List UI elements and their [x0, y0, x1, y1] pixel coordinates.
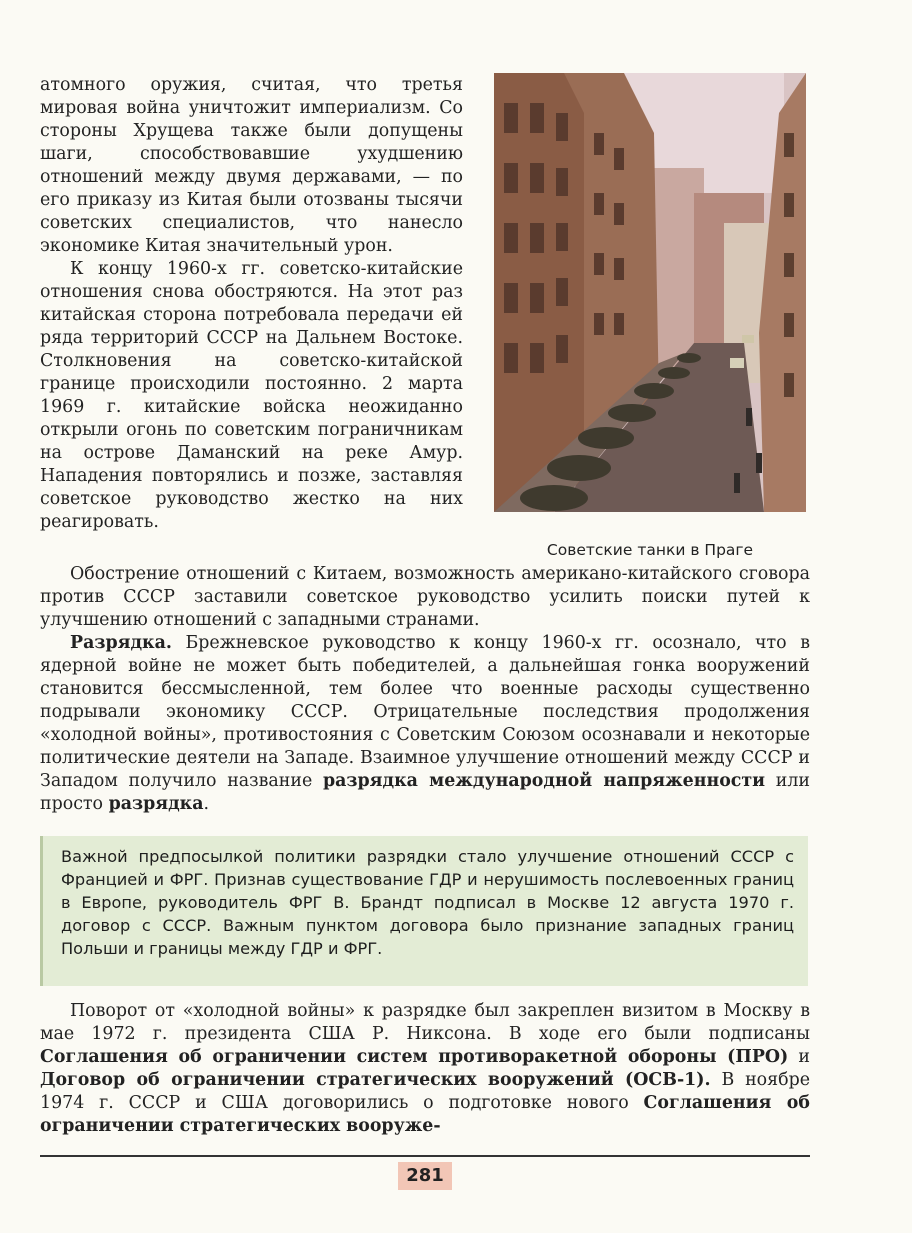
detente-end: .: [203, 794, 210, 814]
abm-treaty: Соглашения об ограничении систем противоракетной обороны (ПРО): [40, 1047, 789, 1067]
paragraph-china-khrushchev: атомного оружия, считая, что третья мировая война уничтожит империализм. Со стороны Хрущева также были допущены шаги, способствовавшие ухудшению отношений между двумя державами, — по его приказу из Китая были отозваны тысячи советских специалистов, что нанесло экономике Китая значительный урон.: [40, 75, 463, 256]
detente-text: Брежневское руководство к концу 1960-х гг. осознало, что в ядерной войне не может быть победителей, а дальнейшая гонка вооружений становится бессмысленной, тем более что военные расходы существенно подрывали экономику СССР. Отрицательные последствия продолжения «холодной войны», противостояния с Советским Союзом осознавали и некоторые политические деятели на Западе. Взаимное улучшение отношений между СССР и Западом получило название: [40, 633, 810, 791]
photo-tanks-in-prague: [494, 73, 806, 512]
salt2-treaty: Соглашения об ограничении стратегических вооруже-: [40, 1093, 810, 1136]
detente-term-full: разрядка международной напряженности: [322, 771, 766, 791]
nixon-text-start: Поворот от «холодной войны» к разрядке был закреплен визитом в Москву в мае 1972 г. президента США Р. Никсона. В ходе его были подписаны: [40, 1001, 810, 1044]
footer-divider: [40, 1155, 810, 1157]
paragraph-us-china-collusion: Обострение отношений с Китаем, возможность американо-китайского сговора против СССР заставили советское руководство усилить поиски путей к улучшению отношений с западными странами.: [40, 564, 810, 630]
page-number: 281: [398, 1162, 452, 1190]
detente-mid: или просто: [40, 771, 810, 814]
photo-caption: Советские танки в Праге: [546, 541, 754, 559]
highlight-box: [40, 836, 808, 986]
detente-heading: Разрядка.: [70, 633, 172, 653]
paragraph-detente: [40, 632, 810, 816]
nixon-text-mid: и: [788, 1047, 811, 1067]
bottom-text-block: [40, 1000, 810, 1138]
paragraph-nixon-visit: [40, 1000, 810, 1138]
continuation-block: [40, 563, 810, 816]
paragraph-sino-soviet-conflict: К концу 1960-х гг. советско-китайские отношения снова обостряются. На этот раз китайская сторона потребовала передачи ей ряда территорий СССР на Дальнем Востоке. Столкновения на советско-китайской границе происходили постоянно. 2 марта 1969 г. китайские войска неожиданно открыли огонь по советским пограничникам на острове Даманский на реке Амур. Нападения повторялись и позже, заставляя советское руководство жестко на них реагировать.: [40, 259, 463, 532]
highlight-text: Важной предпосылкой политики разрядки стало улучшение отношений СССР с Францией и ФРГ. Признав существование ГДР и нерушимость послевоенных границ в Европе, руководитель ФРГ В. Брандт подписал в Москве 12 августа 1970 г. договор с СССР. Важным пунктом договора было признание западных границ Польши и границы между ГДР и ФРГ.: [61, 847, 794, 958]
left-text-column: [40, 74, 463, 534]
nixon-text-mid2: В ноябре 1974 г. СССР и США договорились о подготовке нового: [40, 1070, 811, 1113]
salt1-treaty: Договор об ограничении стратегических вооружений (ОСВ-1).: [40, 1070, 711, 1090]
detente-term-short: разрядка: [108, 794, 204, 814]
